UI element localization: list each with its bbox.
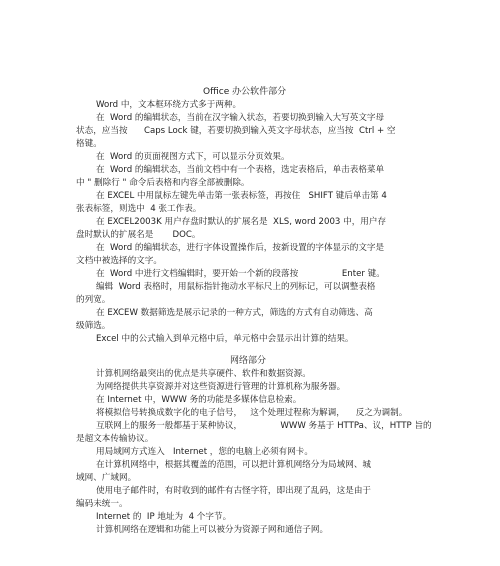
paragraph-line: 计算机网络在逻辑和功能上可以被分为资源子网和通信子网。 (96, 525, 329, 535)
paragraph-line: 在计算机网络中，根据其覆盖的范围，可以把计算机网络分为局域网、城 (96, 460, 372, 470)
paragraph-line: 在 EXCEL2003K 用户存盘时默认的扩展名是 XLS, word 2003 中，用户存 (96, 217, 387, 227)
paragraph-line: Word 中，文本框环绕方式多于两种。 (96, 100, 242, 110)
paragraph-line: 状态，应当按 Caps Lock 键，若要切换到输入英文字母状态，应当按 Ctrl + 空 (76, 126, 396, 136)
paragraph-line: 的列宽。 (76, 295, 111, 305)
paragraph-line: 中 " 删除行 " 命令后表格和内容全部被删除。 (76, 178, 250, 188)
section-title-office: Office 办公软件部分 (203, 87, 287, 97)
paragraph-line: 在 EXCEW 数据筛选是展示记录的一种方式，筛选的方式有自动筛选、高 (96, 308, 373, 318)
paragraph-line: 在 Internet 中，WWW 务的功能是多媒体信息检索。 (96, 395, 302, 405)
paragraph-line: 用局域网方式连入 Internet ，您的电脑上必须有网卡。 (96, 447, 313, 457)
paragraph-line: 计算机网络最突出的优点是共享硬件、软件和数据资源。 (96, 369, 311, 379)
paragraph-line: 在 Word 中进行文档编辑时，要开始一个新的段落按 Enter 键。 (96, 269, 385, 279)
paragraph-line: 编辑 Word 表格时，用鼠标指针拖动水平标尺上的列标记，可以调整表格 (96, 282, 376, 292)
paragraph-line: 在 EXCEL 中用鼠标左键先单击第一张表标签，再按住 SHIFT 键后单击第 4 (96, 191, 387, 201)
paragraph-line: 张表标签，则选中 4 张工作表。 (76, 204, 202, 214)
paragraph-line: 编码未统一。 (76, 499, 128, 509)
paragraph-line: 格键。 (76, 139, 102, 149)
paragraph-line: 互联网上的服务一般都基于某种协议， WWW 务基于 HTTPa、议，HTTP 旨的 (96, 421, 432, 431)
paragraph-line: 在 Word 的编辑状态，当前文档中有一个表格，选定表格后，单击表格菜单 (96, 165, 385, 175)
paragraph-line: 在 Word 的页面视图方式下，可以显示分页效果。 (96, 152, 290, 162)
paragraph-line: 域网、广域网。 (76, 473, 137, 483)
paragraph-line: 在 Word 的编辑状态，当前在汉字输入状态，若要切换到输入大写英文字母 (96, 113, 385, 123)
paragraph-line: 文档中被选择的文字。 (76, 256, 162, 266)
paragraph-line: 是超文本传输协议。 (76, 434, 154, 444)
paragraph-line: 将模拟信号转换成数字化的电子信号， 这个处理过程称为解调， 反之为调制。 (96, 408, 408, 418)
paragraph-line: 级筛选。 (76, 321, 111, 331)
paragraph-line: 使用电子邮件时，有时收到的邮件有古怪字符，即出现了乱码，这是由于 (96, 486, 372, 496)
paragraph-line: 为网络提供共享资源并对这些资源进行管理的计算机称为服务器。 (96, 382, 346, 392)
paragraph-line: 盘时默认的扩展名是 DOC。 (76, 230, 201, 240)
paragraph-line: Internet 的 IP 地址为 4 个字节。 (96, 512, 232, 522)
paragraph-line: Excel 中的公式输入到单元格中后，单元格中会显示出计算的结果。 (96, 334, 354, 344)
paragraph-line: 在 Word 的编辑状态，进行字体设置操作后，按新设置的字体显示的文字是 (96, 243, 385, 253)
section-title-network: 网络部分 (230, 356, 267, 366)
